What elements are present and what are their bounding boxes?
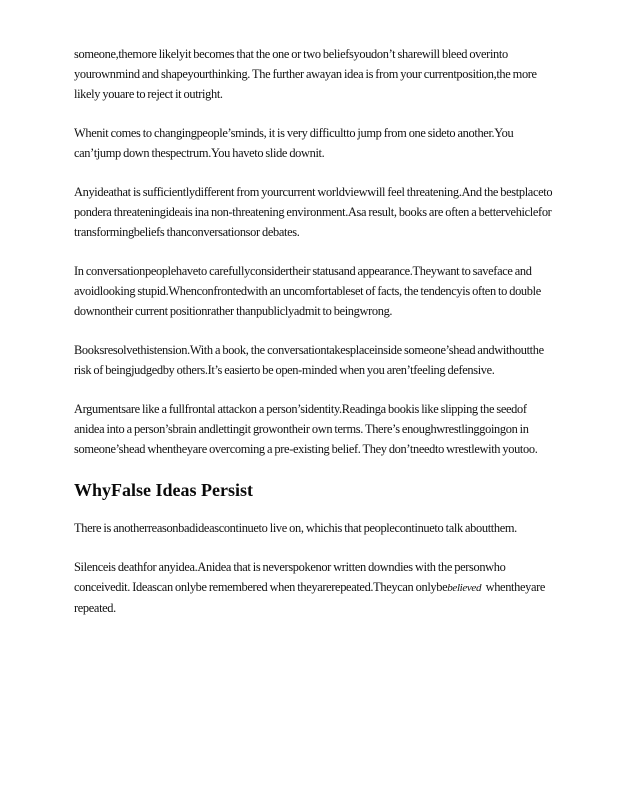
- document-body: [74, 44, 554, 637]
- paragraph: In conversationpeoplehaveto carefullyconsidertheir statusand appearance.Theywant to saveface and avoidlooking stupid.Whenconfrontedwith an uncomfortableset of facts, the tendencyis often to double downontheir current positionrather thanpubliclyadmit to beingwrong.: [74, 264, 541, 318]
- paragraph: There is anotherreasonbadideascontinueto live on, whichis that peoplecontinueto talk aboutthem.: [74, 521, 517, 535]
- paragraph: Argumentsare like a fullfrontal attackon a person’sidentity.Readinga bookis like slipping the seedof anidea into a person’sbrain andlettingit growontheir own terms. There’s enoughwrestlinggoingon in someone’shead whentheyare overcoming a pre-existing belief. They don’tneedto wrestlewith youtoo.: [74, 402, 538, 456]
- section-heading: WhyFalse Ideas Persist: [74, 480, 253, 500]
- paragraph: Booksresolvethistension.With a book, the conversationtakesplaceinside someone’shead andwithoutthe risk of beingjudgedby others.It’s easierto be open-minded when you aren’tfeeling defensive.: [74, 343, 544, 377]
- paragraph: Anyideathat is sufficientlydifferent from yourcurrent worldviewwill feel threatening.And the bestplaceto pondera threateningideais ina non-threatening environment.Asa result, books are often a bettervehiclefor transformingbeliefs thanconversationsor debates.: [74, 185, 553, 239]
- paragraph-text: Silenceis deathfor anyidea.Anidea that is neverspokenor written downdies with the personwho conceivedit. Ideascan onlybe remembered when theyarerepeated.Theycan: [74, 560, 506, 594]
- last-line-before: onlybe: [415, 580, 448, 594]
- paragraph: someone,themore likelyit becomes that the one or two beliefsyoudon’t sharewill bleed overinto yourownmind and shapeyourthinking. The further awayan idea is from your currentposition,the more likely youare to reject it outright.: [74, 47, 537, 101]
- emphasized-word: believed: [447, 582, 482, 594]
- paragraph: Whenit comes to changingpeople’sminds, it is very difficultto jump from one sideto another.You can’tjump down thespectrum.You haveto slide downit.: [74, 126, 514, 160]
- paragraph-with-emphasis: [74, 557, 554, 618]
- last-line-after: whentheyare repeated.: [74, 580, 548, 615]
